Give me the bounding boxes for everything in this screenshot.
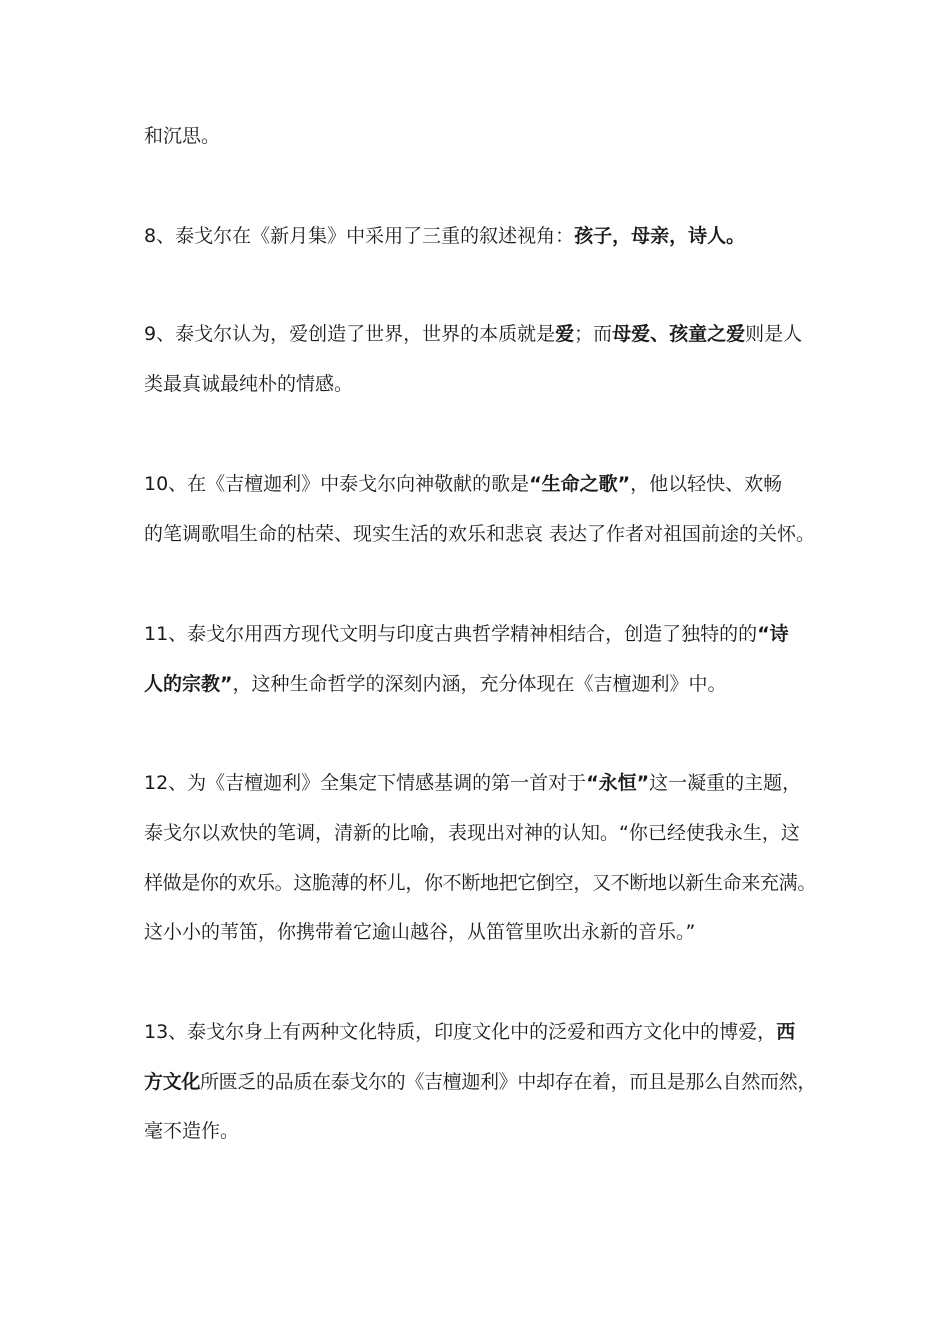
text-span: ；而 bbox=[574, 323, 613, 345]
text-span: ，这种生命哲学的深刻内涵，充分体现在《吉檀迦利》中。 bbox=[232, 673, 727, 695]
text-span: 则是人 bbox=[745, 323, 803, 345]
text-span: 泰戈尔以欢快的笔调，清新的比喻，表现出对神的认知。“你已经使我永生，这 bbox=[144, 822, 800, 844]
text-span: 10、在《吉檀迦利》中泰戈尔向神敬献的歌是 bbox=[144, 473, 530, 495]
text-line bbox=[144, 920, 816, 944]
text-line bbox=[144, 821, 816, 845]
text-line bbox=[144, 322, 816, 346]
text-line bbox=[144, 372, 816, 396]
text-span: 12、为《吉檀迦利》全集定下情感基调的第一首对于 bbox=[144, 772, 587, 794]
text-line bbox=[144, 771, 816, 795]
bold-text: 西 bbox=[776, 1021, 796, 1043]
text-span: 样做是你的欢乐。这脆薄的杯儿，你不断地把它倒空，又不断地以新生命来充满。 bbox=[144, 872, 817, 894]
text-span: 11、泰戈尔用西方现代文明与印度古典哲学精神相结合，创造了独特的的 bbox=[144, 623, 758, 645]
text-line bbox=[144, 124, 816, 148]
bold-text: 人的宗教” bbox=[144, 673, 233, 695]
text-line bbox=[144, 224, 816, 248]
text-span: 13、泰戈尔身上有两种文化特质，印度文化中的泛爱和西方文化中的博爱， bbox=[144, 1021, 777, 1043]
text-line bbox=[144, 672, 816, 696]
bold-text: 爱 bbox=[555, 323, 575, 345]
text-line bbox=[144, 1020, 816, 1044]
bold-text: “生命之歌” bbox=[529, 473, 631, 495]
bold-text: 孩子，母亲，诗人。 bbox=[574, 225, 746, 247]
text-span: 的笔调歌唱生命的枯荣、现实生活的欢乐和悲哀 表达了作者对祖国前途的关怀。 bbox=[144, 523, 816, 545]
text-span: 这小小的苇笛，你携带着它逾山越谷，从笛管里吹出永新的音乐。” bbox=[144, 921, 696, 943]
bold-text: “诗 bbox=[757, 623, 789, 645]
text-line bbox=[144, 871, 816, 895]
text-span: ，他以轻快、欢畅 bbox=[630, 473, 783, 495]
text-line bbox=[144, 522, 816, 546]
bold-text: 母爱、孩童之爱 bbox=[612, 323, 746, 345]
text-span: 这一凝重的主题， bbox=[649, 772, 802, 794]
text-span: 和沉思。 bbox=[144, 125, 221, 147]
text-line bbox=[144, 622, 816, 646]
bold-text: 方文化 bbox=[144, 1071, 201, 1093]
bold-text: “永恒” bbox=[586, 772, 650, 794]
text-span: 所匮乏的品质在泰戈尔的《吉檀迦利》中却存在着，而且是那么自然而然， bbox=[200, 1071, 817, 1093]
text-line bbox=[144, 1070, 816, 1094]
text-span: 9、泰戈尔认为，爱创造了世界，世界的本质就是 bbox=[144, 323, 556, 345]
text-span: 8、泰戈尔在《新月集》中采用了三重的叙述视角： bbox=[144, 225, 575, 247]
text-span: 类最真诚最纯朴的情感。 bbox=[144, 373, 354, 395]
text-span: 毫不造作。 bbox=[144, 1120, 240, 1142]
text-line bbox=[144, 472, 816, 496]
text-line bbox=[144, 1119, 816, 1143]
